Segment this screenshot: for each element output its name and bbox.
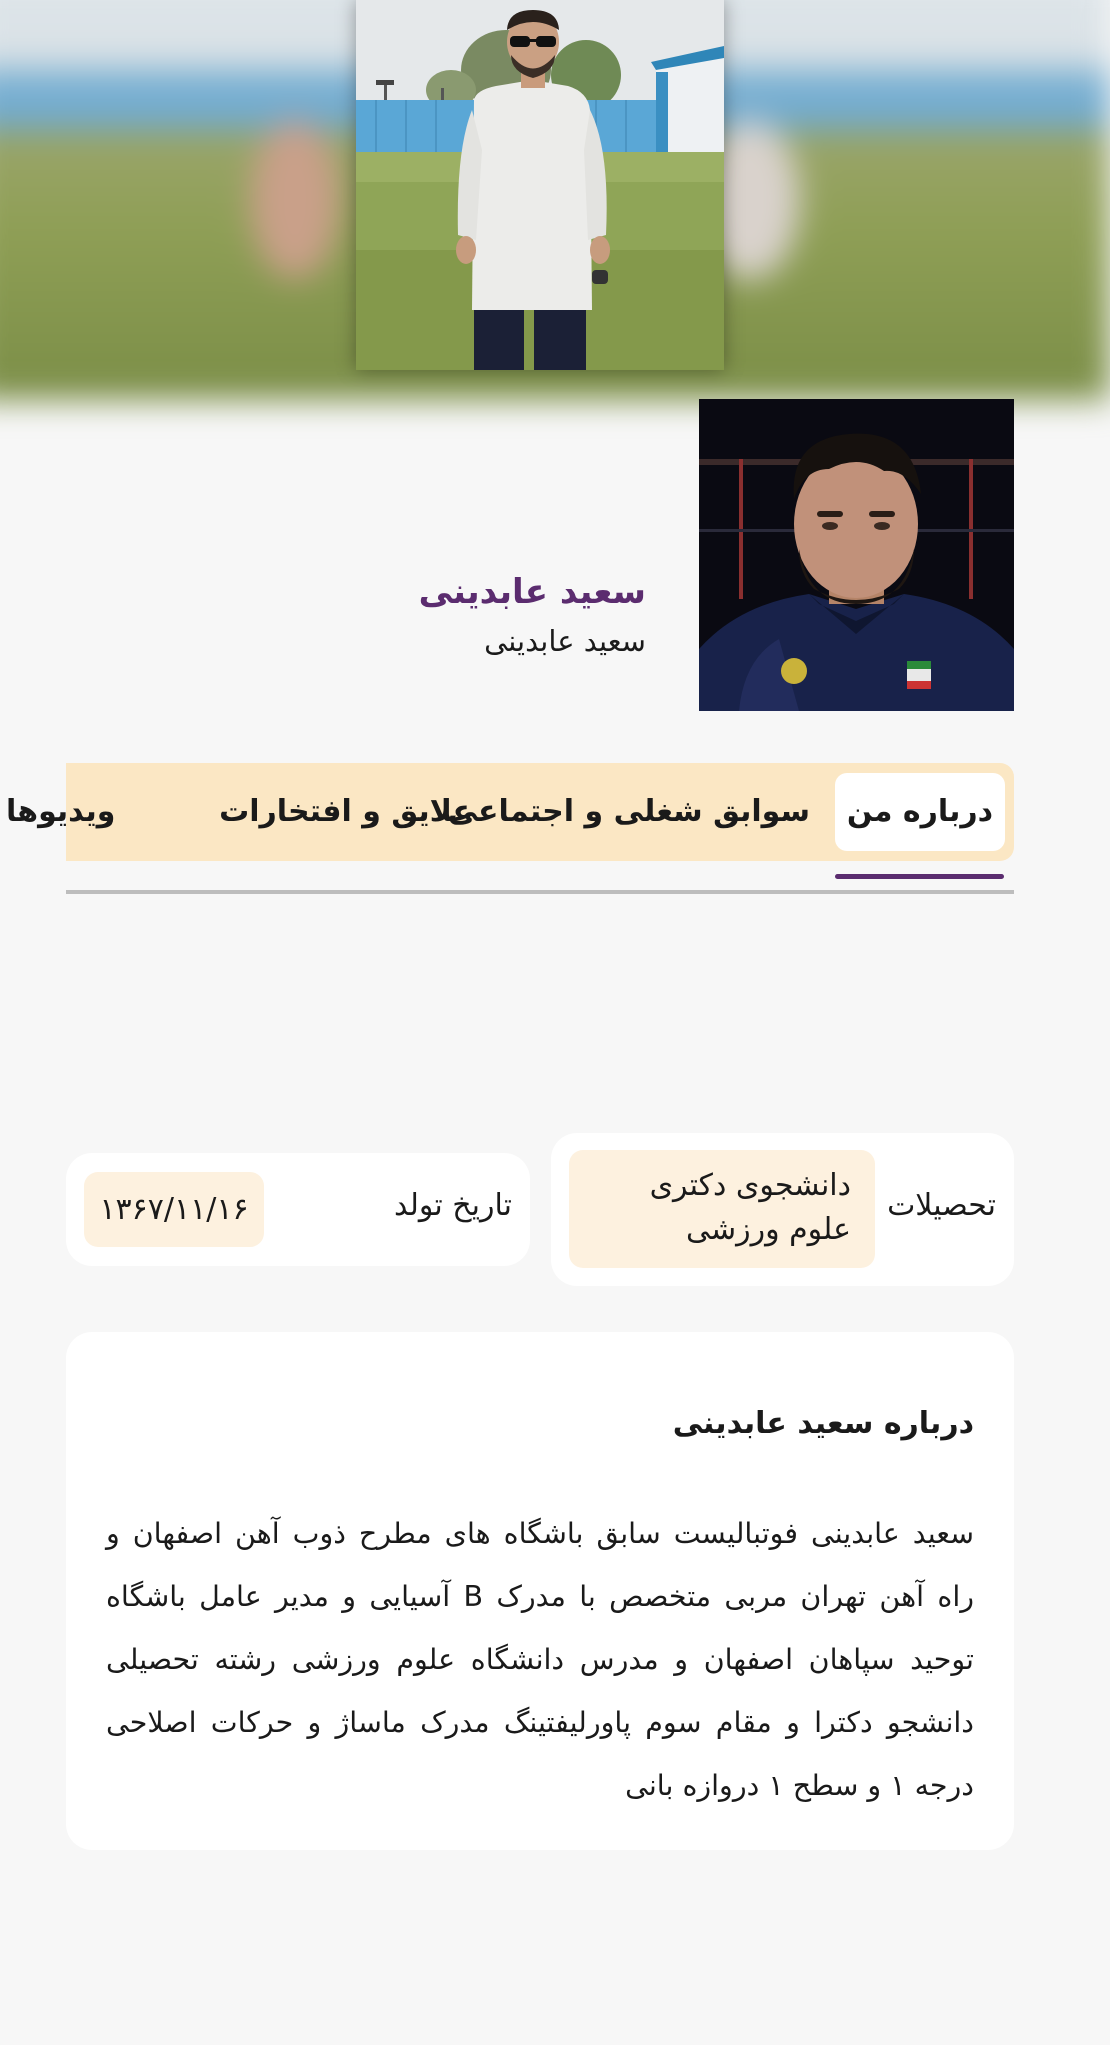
birth-date-card	[66, 1153, 530, 1266]
birth-date-value: ۱۳۶۷/۱۱/۱۶	[84, 1172, 264, 1247]
profile-display-name: سعید عابدینی	[418, 572, 646, 612]
education-card	[551, 1133, 1014, 1286]
profile-username: سعید عابدینی	[484, 624, 646, 658]
cover-photo-image	[356, 0, 724, 370]
tab-work-history[interactable]: سوابق شغلی و اجتماعی	[447, 794, 810, 829]
about-section	[66, 1332, 1014, 1850]
about-title: درباره سعید عابدینی	[672, 1406, 974, 1441]
education-value-line1: دانشجوی دکتری	[649, 1168, 851, 1203]
education-label: تحصیلات	[887, 1188, 996, 1223]
about-text: سعید عابدینی فوتبالیست سابق باشگاه های مطرح ذوب آهن اصفهان و راه آهن تهران مربی متخصص با مدرک B آسیایی و مدیر عامل باشگاه توحید سپاهان اصفهان و مدرس دانشگاه علوم ورزشی رشته تحصیلی دانشجو دکترا و مقام سوم پاورلیفتینگ مدرک ماساژ و حرکات اصلاحی درجه ۱ و سطح ۱ دروازه بانی	[106, 1517, 974, 1802]
tab-videos[interactable]	[6, 773, 166, 851]
profile-tabs	[6, 763, 1014, 861]
avatar-image	[699, 399, 1014, 711]
tab-videos-label: ویدیوها	[6, 794, 116, 829]
profile-avatar[interactable]	[699, 399, 1014, 711]
cover-photo[interactable]	[356, 0, 724, 370]
education-value	[569, 1150, 875, 1268]
tab-about-me[interactable]: درباره من	[835, 773, 1005, 851]
birth-date-label: تاریخ تولد	[394, 1188, 512, 1223]
profile-name-block	[419, 568, 646, 664]
active-tab-indicator	[835, 874, 1004, 879]
education-value-line2: علوم ورزشی	[685, 1212, 851, 1247]
cover-banner	[0, 0, 1080, 370]
tab-interests-honors[interactable]: علایق و افتخارات	[219, 794, 473, 829]
tabs-underline	[66, 890, 1014, 894]
